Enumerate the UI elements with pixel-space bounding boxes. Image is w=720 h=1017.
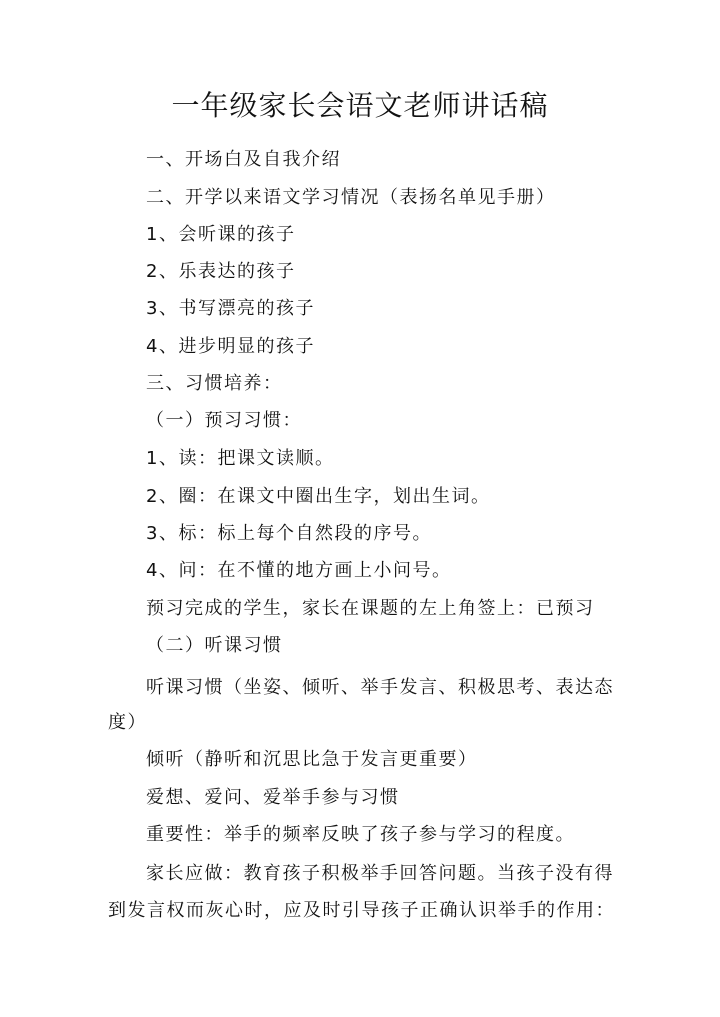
list-item: 1、会听课的孩子	[146, 224, 296, 245]
list-item: 4、进步明显的孩子	[146, 336, 315, 357]
section-heading-study-status: 二、开学以来语文学习情况（表扬名单见手册）	[146, 187, 556, 208]
list-item: 1、读：把课文读顺。	[146, 448, 335, 469]
paragraph: 重要性：举手的频率反映了孩子参与学习的程度。	[146, 824, 575, 845]
list-item: 4、问：在不懂的地方画上小问号。	[146, 560, 452, 581]
list-item: 2、乐表达的孩子	[146, 261, 296, 282]
list-item: 3、书写漂亮的孩子	[146, 298, 315, 319]
subsection-heading-preview: （一）预习习惯：	[146, 410, 302, 431]
paragraph-continuation: 度）	[108, 712, 147, 733]
paragraph: 预习完成的学生，家长在课题的左上角签上：已预习	[146, 598, 595, 619]
paragraph: 倾听（静听和沉思比急于发言更重要）	[146, 749, 478, 770]
section-heading-intro: 一、开场白及自我介绍	[146, 149, 341, 170]
paragraph: 家长应做：教育孩子积极举手回答问题。当孩子没有得	[146, 863, 614, 884]
paragraph: 听课习惯（坐姿、倾听、举手发言、积极思考、表达态	[146, 677, 614, 698]
section-heading-habits: 三、习惯培养：	[146, 373, 283, 394]
subsection-heading-listening: （二）听课习惯	[146, 635, 283, 656]
paragraph-continuation: 到发言权而灰心时，应及时引导孩子正确认识举手的作用：	[108, 900, 615, 921]
list-item: 3、标：标上每个自然段的序号。	[146, 523, 432, 544]
page-title: 一年级家长会语文老师讲话稿	[171, 89, 549, 122]
list-item: 2、圈：在课文中圈出生字，划出生词。	[146, 486, 491, 507]
paragraph: 爱想、爱问、爱举手参与习惯	[146, 787, 400, 808]
